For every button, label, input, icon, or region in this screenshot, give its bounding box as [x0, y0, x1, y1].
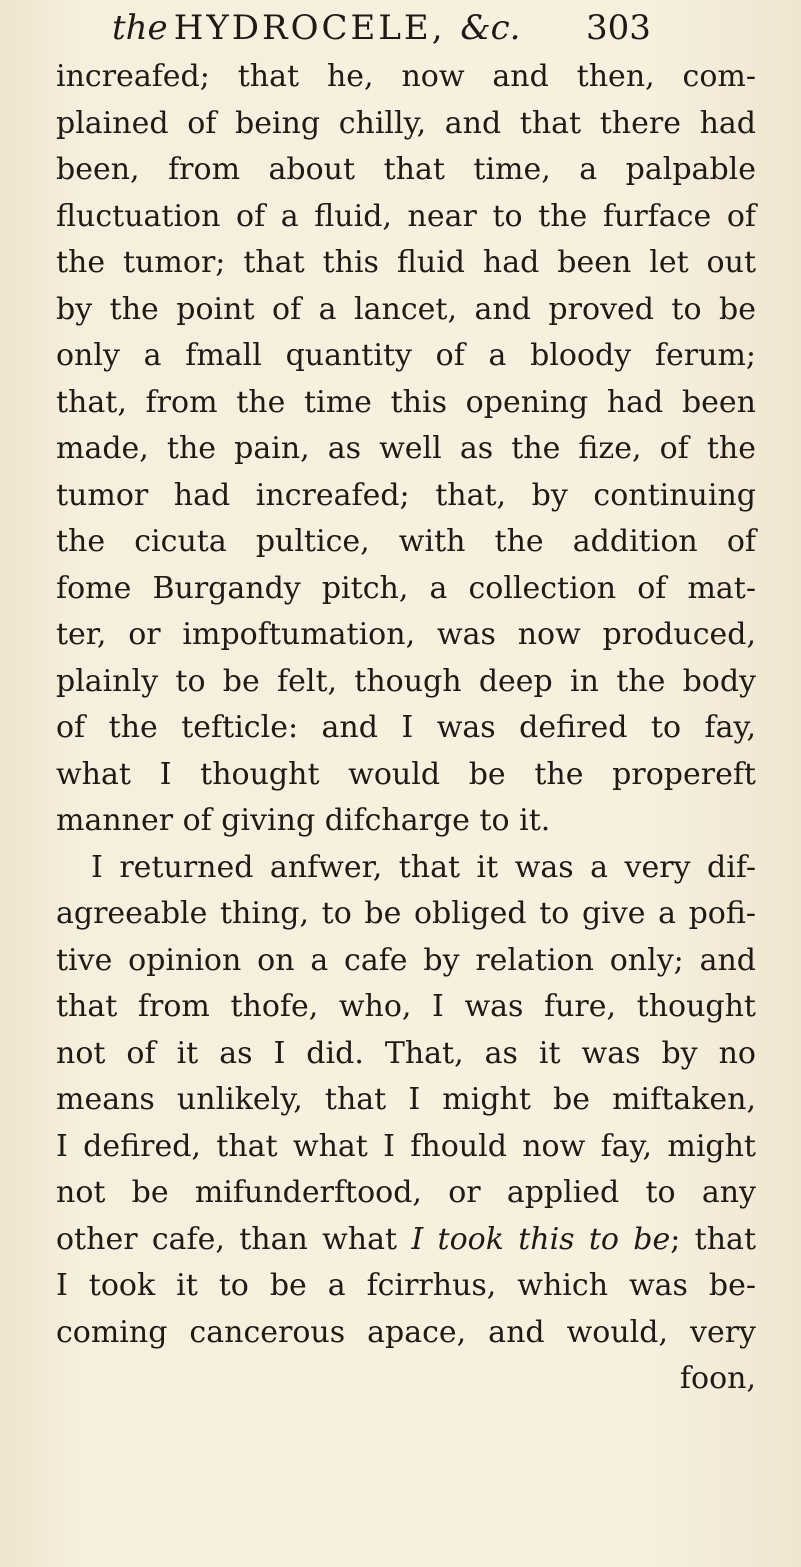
text-line: coming cancerous apace, and would, very: [56, 1314, 756, 1350]
text-line: fome Burgandy pitch, a collection of mat-: [56, 570, 756, 606]
text-line: manner of giving difcharge to it.: [56, 803, 551, 838]
running-header-the: the: [112, 8, 168, 48]
text-segment: other cafe, than what: [56, 1221, 398, 1257]
running-header-etc: &c.: [460, 8, 521, 48]
text-line: that from thofe, who, I was fure, thought: [56, 989, 756, 1024]
text-segment: ; that: [670, 1221, 756, 1257]
text-line: tumor had increafed; that, by continuing: [56, 477, 756, 513]
text-line: I took it to be a fcirrhus, which was be-: [56, 1268, 756, 1303]
text-line: ter, or impoftumation, was now produced,: [56, 617, 756, 652]
text-line: by the point of a lancet, and proved to be: [56, 291, 756, 327]
text-line: of the tefticle: and I was defired to fay,: [56, 710, 756, 745]
text-line: not of it as I did. That, as it was by no: [56, 1035, 756, 1071]
text-line: not be mifunderftood, or applied to any: [56, 1175, 756, 1210]
text-line: been, from about that time, a palpable: [56, 152, 756, 187]
body-text: [56, 54, 756, 1403]
text-line: tive opinion on a cafe by relation only; and: [56, 942, 756, 978]
text-line-mixed: [56, 1217, 756, 1264]
text-line: the cicuta pultice, with the addition of: [56, 524, 756, 559]
running-header-title: HYDROCELE,: [173, 8, 446, 48]
text-line: I defired, that what I fhould now fay, might: [56, 1128, 756, 1164]
catchword: foon,: [679, 1361, 756, 1396]
text-line: increafed; that he, now and then, com-: [56, 59, 756, 94]
text-line: plained of being chilly, and that there had: [56, 105, 756, 141]
text-line: made, the pain, as well as the fize, of the: [56, 431, 756, 466]
text-line: plainly to be felt, though deep in the body: [56, 663, 756, 699]
text-line: that, from the time this opening had been: [56, 384, 756, 420]
text-line: agreeable thing, to be obliged to give a pofi-: [56, 896, 756, 931]
text-line: the tumor; that this fluid had been let out: [56, 245, 756, 280]
italic-segment: I took this to be: [411, 1221, 671, 1257]
text-line: fluctuation of a fluid, near to the furface of: [56, 198, 756, 234]
text-line: only a fmall quantity of a bloody ferum;: [56, 338, 756, 373]
page-number: 303: [586, 8, 651, 48]
text-line: what I thought would be the propereft: [56, 756, 756, 792]
text-line: I returned anfwer, that it was a very dif-: [91, 849, 756, 885]
running-header: [112, 8, 672, 48]
text-line: means unlikely, that I might be miftaken,: [56, 1082, 756, 1117]
